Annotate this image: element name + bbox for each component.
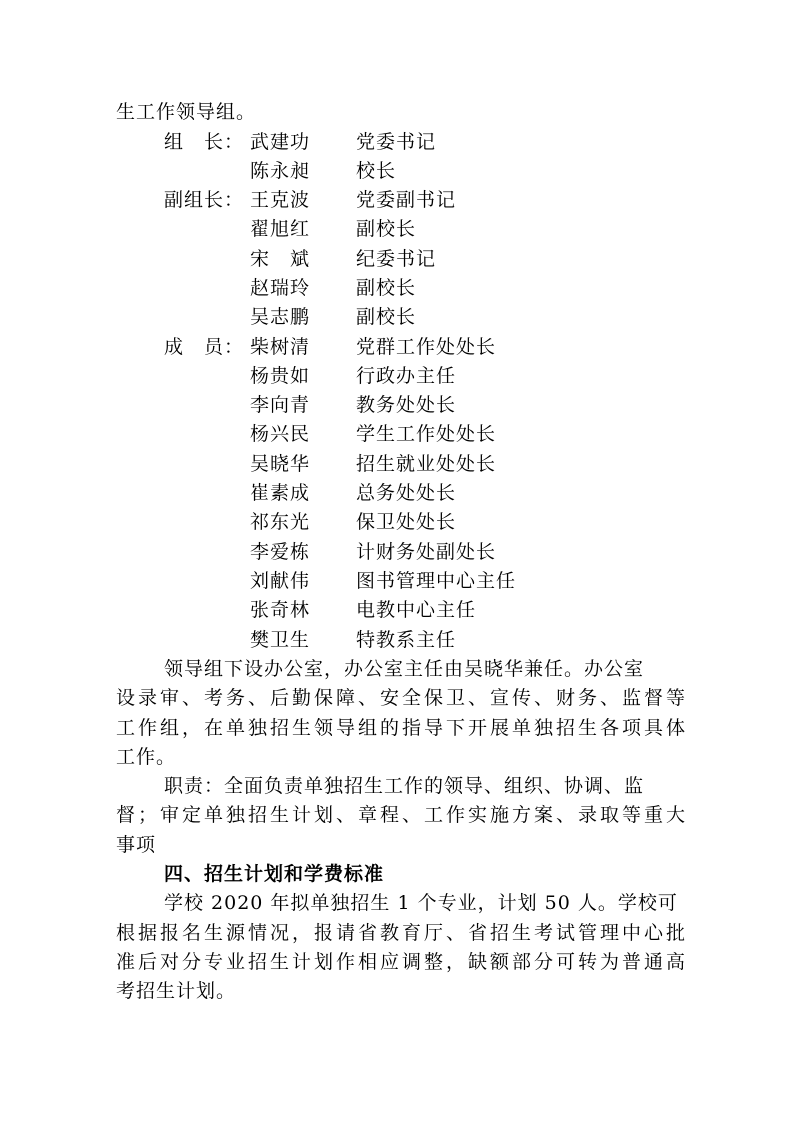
- member-name: 柴树清: [250, 336, 311, 358]
- member-title: 总务处处长: [356, 482, 457, 504]
- member-name: 李爱栋: [250, 541, 311, 563]
- section-heading: 四、招生计划和学费标准: [164, 863, 385, 885]
- deputy-title: 副校长: [356, 306, 417, 328]
- member-name: 杨兴民: [250, 423, 311, 445]
- member-name: 张奇林: [250, 599, 311, 621]
- deputy-title: 纪委书记: [356, 248, 437, 270]
- leader-title: 党委书记: [356, 131, 437, 153]
- leader-name: 武建功: [250, 131, 311, 153]
- section-four-line: 考招生计划。: [116, 980, 237, 1002]
- office-paragraph-line: 工作。: [116, 746, 177, 768]
- member-name: 杨贵如: [250, 365, 311, 387]
- intro-line: 生工作领导组。: [116, 101, 257, 123]
- section-four-line: 学校 2020 年拟单独招生 1 个专业，计划 50 人。学校可: [164, 892, 678, 914]
- member-title: 电教中心主任: [356, 599, 477, 621]
- member-title: 图书管理中心主任: [356, 570, 517, 592]
- member-title: 特教系主任: [356, 629, 457, 651]
- role-label-leader: 组 长：: [164, 131, 245, 153]
- member-name: 樊卫生: [250, 629, 311, 651]
- leader-name: 陈永昶: [250, 160, 311, 182]
- duty-paragraph-line: 事项: [116, 834, 157, 856]
- deputy-title: 副校长: [356, 277, 417, 299]
- member-title: 保卫处处长: [356, 511, 457, 533]
- deputy-title: 党委副书记: [356, 189, 457, 211]
- role-label-deputy: 副组长：: [164, 189, 245, 211]
- deputy-name: 赵瑞玲: [250, 277, 311, 299]
- member-name: 吴晓华: [250, 453, 311, 475]
- member-name: 刘献伟: [250, 570, 311, 592]
- member-name: 崔素成: [250, 482, 311, 504]
- deputy-name: 宋 斌: [250, 248, 311, 270]
- duty-paragraph-line: 督；审定单独招生计划、章程、工作实施方案、录取等重大: [116, 804, 686, 826]
- leader-title: 校长: [356, 160, 397, 182]
- member-title: 招生就业处处长: [356, 453, 497, 475]
- duty-paragraph-line: 职责：全面负责单独招生工作的领导、组织、协调、监: [164, 775, 645, 797]
- member-name: 李向青: [250, 394, 311, 416]
- member-title: 党群工作处处长: [356, 336, 497, 358]
- deputy-name: 翟旭红: [250, 218, 311, 240]
- office-paragraph-line: 领导组下设办公室，办公室主任由吴晓华兼任。办公室: [164, 658, 645, 680]
- office-paragraph-line: 工作组，在单独招生领导组的指导下开展单独招生各项具体: [116, 717, 686, 739]
- member-title: 行政办主任: [356, 365, 457, 387]
- office-paragraph-line: 设录审、考务、后勤保障、安全保卫、宣传、财务、监督等: [116, 687, 686, 709]
- deputy-title: 副校长: [356, 218, 417, 240]
- section-four-line: 根据报名生源情况，报请省教育厅、省招生考试管理中心批: [116, 922, 686, 944]
- deputy-name: 吴志鹏: [250, 306, 311, 328]
- section-four-line: 准后对分专业招生计划作相应调整，缺额部分可转为普通高: [116, 951, 686, 973]
- member-title: 教务处处长: [356, 394, 457, 416]
- member-title: 学生工作处处长: [356, 423, 497, 445]
- deputy-name: 王克波: [250, 189, 311, 211]
- member-title: 计财务处副处长: [356, 541, 497, 563]
- member-name: 祁东光: [250, 511, 311, 533]
- role-label-member: 成 员：: [164, 336, 245, 358]
